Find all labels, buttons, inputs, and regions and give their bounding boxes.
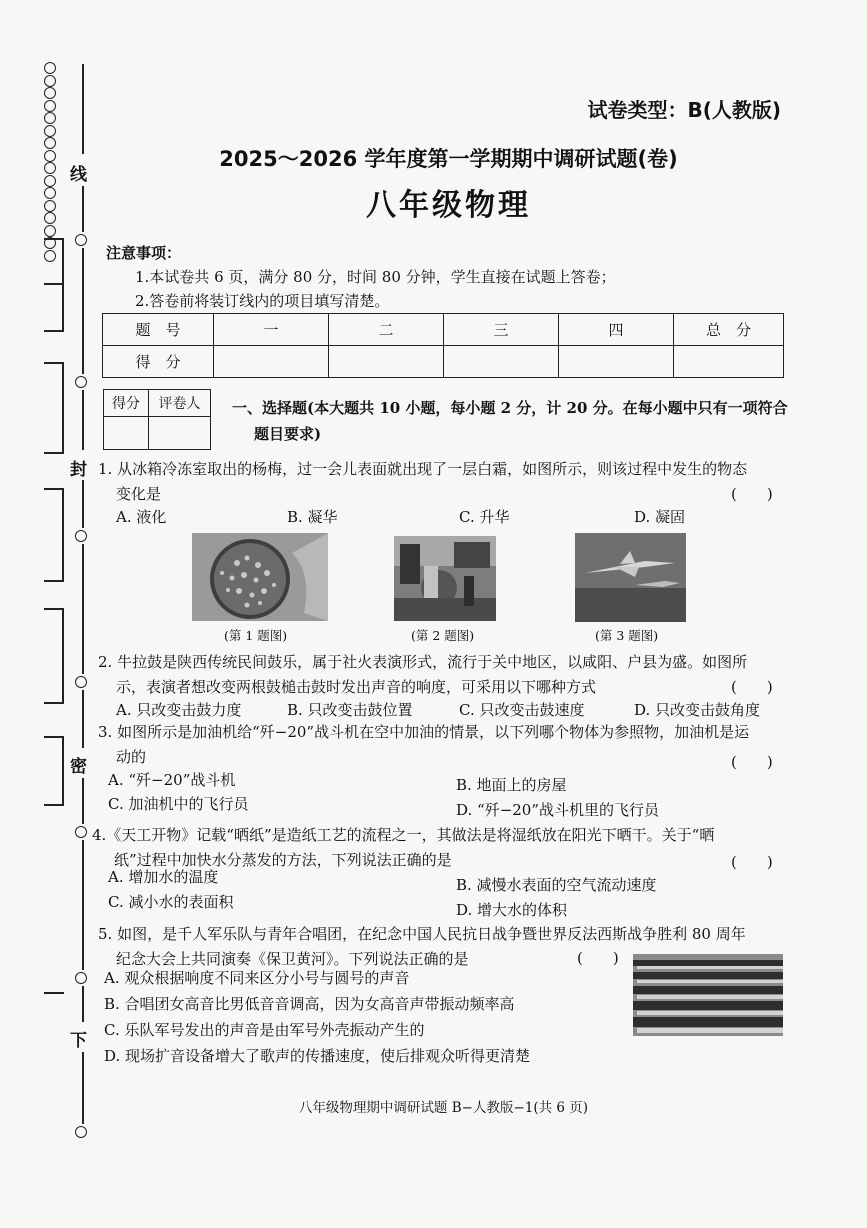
question-line: 5. 如图，是千人军乐队与青年合唱团，在纪念中国人民抗日战争暨世界反法西斯战争胜利 80 周年	[98, 925, 746, 943]
score-cell[interactable]	[214, 346, 329, 378]
binding-bracket	[44, 608, 64, 704]
answer-blank[interactable]: ( )	[577, 949, 619, 967]
option: C. 减小水的表面积	[108, 893, 234, 911]
binding-line	[82, 690, 84, 748]
option: A. 观众根据响度不同来区分小号与圆号的声音	[104, 969, 410, 987]
section-1-heading	[232, 395, 792, 447]
binding-line	[82, 248, 84, 374]
option: D. 只改变击鼓角度	[634, 701, 761, 719]
score-cell[interactable]	[559, 346, 674, 378]
question-3-text	[98, 720, 749, 770]
score-table-col: 总 分	[674, 314, 784, 346]
binding-circle	[75, 1126, 87, 1138]
question-line: 2. 牛拉鼓是陕西传统民间鼓乐，属于社火表演形式，流行于关中地区，以咸阳、户县为盛。如图所	[98, 653, 748, 671]
binding-line	[82, 544, 84, 674]
question-line: 纸”过程中加快水分蒸发的方法，下列说法正确的是	[114, 851, 452, 869]
option: B. 合唱团女高音比男低音音调高，因为女高音声带振动频率高	[104, 995, 515, 1013]
option: D. “歼−20”战斗机里的飞行员	[456, 801, 660, 819]
score-table-label: 得 分	[103, 346, 214, 378]
binding-line	[82, 64, 84, 154]
binding-char-seal: 封	[70, 460, 87, 480]
question-line: 示，表演者想改变两根鼓槌击鼓时发出声音的响度，可采用以下哪种方式	[116, 678, 597, 696]
figure-caption: (第 3 题图)	[595, 628, 659, 643]
binding-circle	[75, 530, 87, 542]
binding-bracket	[44, 736, 64, 806]
notice-item: 1.本试卷共 6 页，满分 80 分，时间 80 分钟，学生直接在试题上答卷；	[135, 268, 616, 286]
score-cell[interactable]	[674, 346, 784, 378]
binding-circle	[75, 826, 87, 838]
question-2-text	[98, 650, 747, 700]
score-table	[102, 313, 784, 378]
bayberry-image	[192, 533, 328, 621]
option: C. 加油机中的飞行员	[108, 795, 249, 813]
binding-char-down: 下	[70, 1031, 87, 1051]
section-1-line: 题目要求)	[254, 425, 322, 443]
option: C. 升华	[459, 508, 510, 526]
notice-heading: 注意事项：	[106, 244, 182, 262]
binding-char-secret: 密	[70, 757, 87, 777]
band-choir-image	[633, 954, 783, 1036]
option: A. “歼−20”战斗机	[108, 771, 236, 789]
binding-line	[82, 778, 84, 824]
question-line: 变化是	[116, 485, 162, 503]
question-line: 1. 从冰箱冷冻室取出的杨梅，过一会儿表面就出现了一层白霜，如图所示，则该过程中发生的物态	[98, 460, 748, 478]
option: A. 液化	[116, 508, 167, 526]
binding-circle	[75, 972, 87, 984]
grader-table	[103, 389, 211, 450]
figure-2-drum-performance	[394, 536, 496, 621]
question-line: 3. 如图所示是加油机给“歼−20”战斗机在空中加油的情景，以下列哪个物体为参照物，加油机是运	[98, 723, 750, 741]
score-table-col: 二	[329, 314, 444, 346]
answer-blank[interactable]: ( )	[731, 485, 773, 503]
notice-item: 2.答卷前将装订线内的项目填写清楚。	[135, 292, 390, 310]
binding-line	[82, 840, 84, 970]
figure-1-frosted-bayberry	[192, 533, 328, 621]
question-1-text	[98, 457, 747, 507]
score-cell[interactable]	[444, 346, 559, 378]
binding-bracket	[44, 488, 64, 582]
binding-mark	[44, 283, 64, 285]
grader-score-cell[interactable]	[104, 417, 149, 450]
option: D. 凝固	[634, 508, 686, 526]
binding-line	[82, 390, 84, 450]
score-table-col: 四	[559, 314, 674, 346]
exam-title: 2025～2026 学年度第一学期期中调研试题(卷)	[219, 147, 678, 171]
grader-name-header: 评卷人	[149, 390, 211, 417]
binding-line	[82, 986, 84, 1022]
exam-type-label: 试卷类型：B(人教版)	[587, 98, 781, 122]
binding-circle	[75, 234, 87, 246]
binding-char-line: 线	[70, 165, 87, 185]
answer-blank[interactable]: ( )	[731, 678, 773, 696]
answer-blank[interactable]: ( )	[731, 853, 773, 871]
question-line: 纪念大会上共同演奏《保卫黄河》。下列说法正确的是	[116, 950, 469, 968]
grader-name-cell[interactable]	[149, 417, 211, 450]
grader-score-header: 得分	[104, 390, 149, 417]
binding-line	[82, 480, 84, 528]
drum-image	[394, 536, 496, 621]
binding-circle	[75, 376, 87, 388]
question-line: 4.《天工开物》记载“晒纸”是造纸工艺的流程之一，其做法是将湿纸放在阳光下晒干。关于“晒	[92, 826, 715, 844]
option: D. 增大水的体积	[456, 901, 568, 919]
binding-mark	[44, 992, 64, 994]
binding-bracket	[44, 238, 64, 332]
option: B. 减慢水表面的空气流动速度	[456, 876, 657, 894]
aerial-refueling-image	[575, 533, 686, 622]
figure-caption: (第 2 题图)	[411, 628, 475, 643]
score-table-col: 一	[214, 314, 329, 346]
figure-3-aerial-refueling	[575, 533, 686, 622]
binding-circle	[75, 676, 87, 688]
figure-5-band-choir	[633, 954, 783, 1036]
option: B. 地面上的房屋	[456, 776, 567, 794]
score-cell[interactable]	[329, 346, 444, 378]
figure-caption: (第 1 题图)	[224, 628, 288, 643]
option: B. 凝华	[287, 508, 338, 526]
answer-blank[interactable]: ( )	[731, 753, 773, 771]
option: C. 只改变击鼓速度	[459, 701, 585, 719]
option: D. 现场扩音设备增大了歌声的传播速度，使后排观众听得更清楚	[104, 1047, 531, 1065]
page-footer: 八年级物理期中调研试题 B−人教版−1(共 6 页)	[298, 1100, 589, 1116]
option: C. 乐队军号发出的声音是由军号外壳振动产生的	[104, 1021, 425, 1039]
binding-bracket	[44, 362, 64, 454]
question-line: 动的	[116, 748, 147, 766]
option: A. 只改变击鼓力度	[116, 701, 242, 719]
subject-title: 八年级物理	[366, 188, 531, 223]
section-1-line: 一、选择题(本大题共 10 小题，每小题 2 分，计 20 分。在每小题中只有一项符合	[232, 399, 788, 417]
option: B. 只改变击鼓位置	[287, 701, 413, 719]
score-table-label: 题 号	[103, 314, 214, 346]
score-table-col: 三	[444, 314, 559, 346]
option: A. 增加水的温度	[108, 868, 219, 886]
